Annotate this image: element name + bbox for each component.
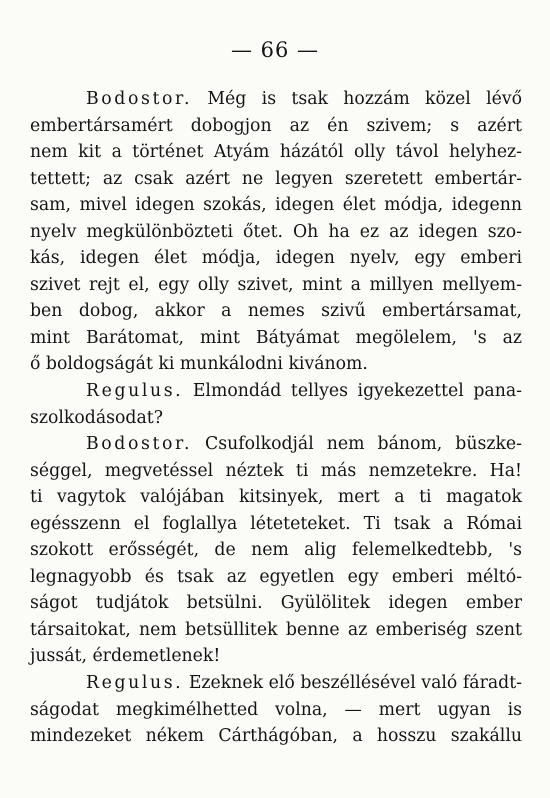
line-text: ő boldogságát ki munkálodni kivánom. <box>30 354 368 375</box>
text-line <box>30 590 522 617</box>
speaker-name: Bodostor. <box>86 89 193 109</box>
line-text: jussát, érdemetlenek! <box>30 646 221 667</box>
line-text: kás, idegen élet módja, idegen nyelv, egy emberi <box>30 248 522 269</box>
page-number: — 66 — <box>230 38 320 62</box>
text-line <box>30 484 522 511</box>
text-line <box>30 86 522 113</box>
text-line <box>30 351 522 378</box>
text-line <box>30 192 522 219</box>
text-line <box>30 405 522 432</box>
text-line <box>30 166 522 193</box>
line-text: ben dobog, akkor a nemes szivű embertársamat, <box>30 301 522 322</box>
text-line <box>30 378 522 405</box>
line-text: mindezeket nékem Cárthágóban, a hosszu szakállu <box>30 726 522 747</box>
text-line <box>30 537 522 564</box>
speaker-name: Bodostor. <box>86 434 193 455</box>
text-line <box>30 564 522 591</box>
body-text <box>30 86 522 750</box>
line-text: ságot tudjátok betsülni. Gyülölitek idegen ember <box>30 593 522 614</box>
line-text: embertársamért dobogjon az én szivem; s azért <box>30 115 522 136</box>
text-line <box>30 511 522 538</box>
line-text: szolkodásodat? <box>30 407 163 428</box>
speaker-name: Regulus. <box>86 673 184 694</box>
text-line <box>30 325 522 352</box>
text-line <box>30 139 522 166</box>
line-text: társaitokat, nem betsüllitek benne az emberiség szent <box>30 619 522 640</box>
line-text: ságodat megkimélhetted volna, — mert ugyan is <box>30 699 522 720</box>
line-text: nem kit a történet Atyám házától olly távol helyhez- <box>30 142 522 163</box>
text-line <box>30 697 522 724</box>
text-line <box>30 431 522 458</box>
line-text: legnagyobb és tsak az egyetlen egy emberi méltó- <box>30 566 522 587</box>
line-text: Ezeknek elő beszéllésével való fáradt- <box>183 673 522 694</box>
line-text: sam, mivel idegen szokás, idegen élet módja, idegenn <box>30 195 522 216</box>
text-line <box>30 723 522 750</box>
line-text: mint Barátomat, mint Bátyámat megölelem, 's az <box>30 327 522 348</box>
text-line <box>30 617 522 644</box>
text-line <box>30 458 522 485</box>
line-text: Elmondád tellyes igyekezettel pana- <box>183 381 522 402</box>
line-text: ti vagytok valójában kitsinyek, mert a ti magatok <box>30 487 522 508</box>
text-line <box>30 298 522 325</box>
line-text: szokott erősségét, de nem alig felemelkedtebb, 's <box>30 540 522 561</box>
text-line <box>30 219 522 246</box>
line-text: tettett; az csak azért ne legyen szeretett embertár- <box>30 168 522 189</box>
line-text: szivet rejt el, egy olly szivet, mint a millyen mellyem- <box>30 274 522 295</box>
speaker-name: Regulus. <box>86 381 184 402</box>
text-line <box>30 643 522 670</box>
line-text: séggel, megvetéssel néztek ti más nemzetekre. Ha! <box>30 460 522 481</box>
line-text: Csufolkodjál nem bánom, büszke- <box>192 434 522 455</box>
line-text: nyelv megkülönbözteti őtet. Oh ha ez az idegen szo- <box>30 221 522 242</box>
line-text: Még is tsak hozzám közel lévő <box>192 89 522 109</box>
text-line <box>30 245 522 272</box>
text-line <box>30 113 522 140</box>
text-line <box>30 670 522 697</box>
line-text: egésszenn el foglallya léteteteket. Ti tsak a Római <box>30 513 522 534</box>
text-line <box>30 272 522 299</box>
